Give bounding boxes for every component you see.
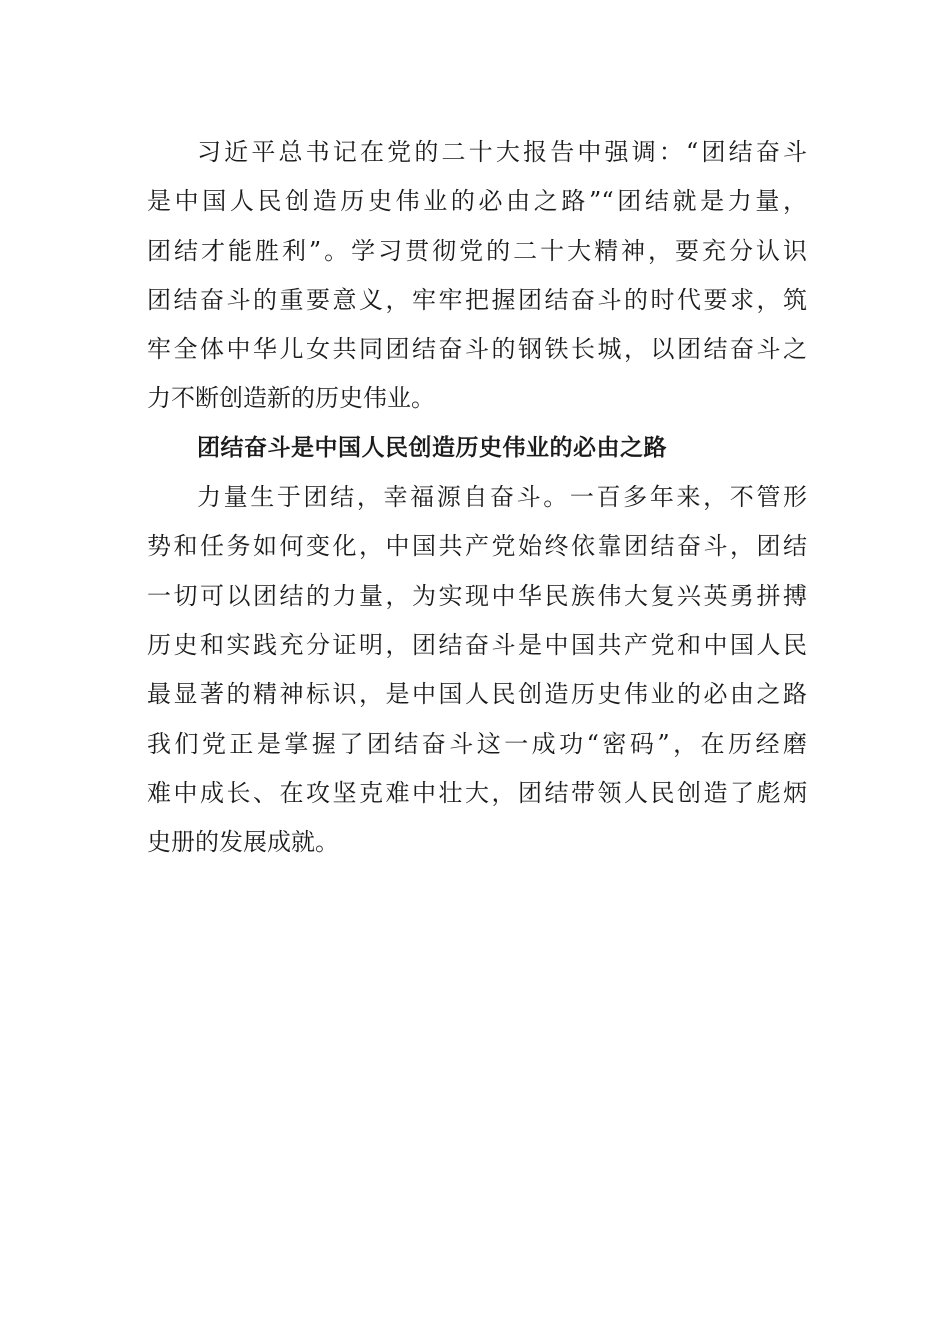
paragraph-line: 团结才能胜利”。学习贯彻党的二十大精神，要充分认识 [147, 236, 807, 265]
paragraph-line: 力不断创造新的历史伟业。 [147, 384, 435, 413]
paragraph-line: 史册的发展成就。 [147, 828, 339, 857]
section-heading: 团结奋斗是中国人民创造历史伟业的必由之路 [197, 434, 667, 461]
paragraph-line: 势和任务如何变化，中国共产党始终依靠团结奋斗，团结 [147, 532, 807, 561]
paragraph-line: 一切可以团结的力量，为实现中华民族伟大复兴英勇拼搏 [147, 581, 807, 610]
paragraph-line: 历史和实践充分证明，团结奋斗是中国共产党和中国人民 [147, 630, 807, 659]
paragraph-line: 力量生于团结，幸福源自奋斗。一百多年来，不管形 [197, 483, 807, 512]
paragraph-line: 我们党正是掌握了团结奋斗这一成功“密码”，在历经磨 [147, 729, 807, 758]
intro-paragraph [147, 128, 807, 424]
paragraph-line: 难中成长、在攻坚克难中壮大，团结带领人民创造了彪炳 [147, 778, 807, 807]
paragraph-line: 最显著的精神标识，是中国人民创造历史伟业的必由之路 [147, 680, 807, 709]
paragraph-line: 是中国人民创造历史伟业的必由之路”“团结就是力量， [147, 187, 807, 216]
section-paragraph [147, 473, 807, 867]
document-body [147, 128, 807, 867]
paragraph-line: 团结奋斗的重要意义，牢牢把握团结奋斗的时代要求，筑 [147, 285, 807, 314]
paragraph-line: 习近平总书记在党的二十大报告中强调：“团结奋斗 [197, 138, 807, 166]
paragraph-line: 牢全体中华儿女共同团结奋斗的钢铁长城，以团结奋斗之 [147, 335, 807, 364]
